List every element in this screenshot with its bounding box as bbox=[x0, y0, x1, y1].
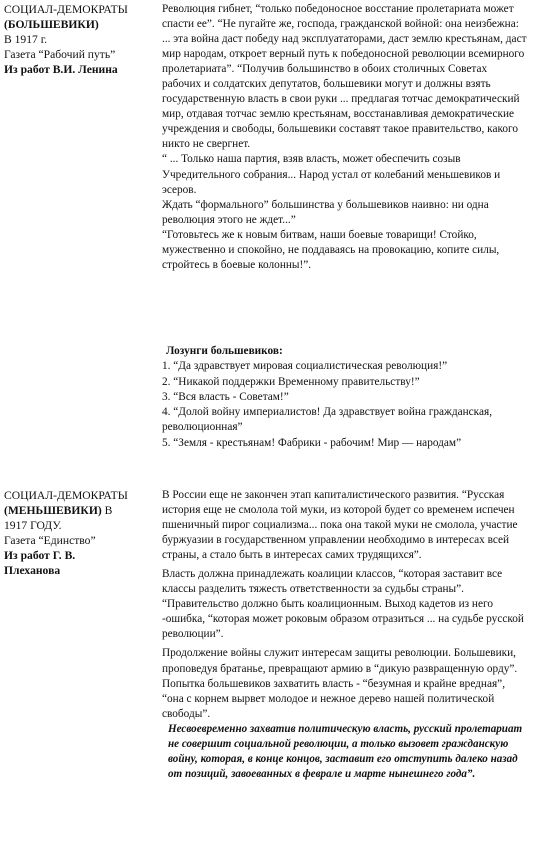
bolshevik-slogans bbox=[162, 344, 528, 451]
party-name-line: СОЦИАЛ-ДЕМОКРАТЫ bbox=[4, 3, 128, 16]
party-faction-line: (БОЛЬШЕВИКИ) bbox=[4, 18, 99, 31]
slogans-list bbox=[162, 359, 528, 451]
quote-paragraph: “Готовьтесь же к новым битвам, наши боевые товарищи! Стойко, мужественно и спокойно, не поддаваясь на провокацию, копите силы, стройтесь в боевые колонны!”. bbox=[162, 228, 500, 271]
party-newspaper-line: Газета “Единство” bbox=[4, 534, 96, 547]
mensheviks-party-heading bbox=[4, 488, 156, 578]
party-source-author: Плеханова bbox=[4, 564, 61, 577]
party-faction-line: (МЕНЬШЕВИКИ) В bbox=[4, 504, 113, 517]
quote-paragraph: Революция гибнет, “только победоносное восстание пролетариата может спасти ее”. “Не пугайте же, господа, гражданской войной: она неизбежна: ... эта война даст победу над эксплуататорами, даст землю крестьянам, даст мир народам, откроет верный путь к победоносной революции всемирного пролетариата”. “Получив большинство в обоих столичных Советах рабочих и солдатских депутатов, большевики могут и должны взять государственную власть в свои руки ... предлагая тотчас демократический мир, отдавая тотчас землю крестьянам, восстанавливая демократические учреждения и свободы, большевики составят такое правительство, какого никто не свергнет. bbox=[162, 3, 527, 151]
slogan-item: 5. “Земля - крестьянам! Фабрики - рабочим! Мир — народам” bbox=[162, 436, 462, 449]
slogan-item: 2. “Никакой поддержки Временному правительству!” bbox=[162, 375, 420, 388]
mensheviks-quotes bbox=[162, 488, 528, 787]
quote-paragraph: Ждать “формального” большинства у большевиков наивно: ни одна революция этого не ждет...” bbox=[162, 198, 489, 226]
slogans-title: Лозунги большевиков: bbox=[166, 345, 283, 357]
quote-paragraph: Власть должна принадлежать коалиции классов, “которая заставит все классы разделить тяжесть ответственности за судьбы страны”. “Правительство должно быть коалиционным. Выход кадетов из него -ошибка, “которая может роковым образом отразиться ... на судьбе русской революции”. bbox=[162, 568, 524, 641]
emphasized-quote: Несвоевременно захватив политическую власть, русский пролетариат не совершит социальной революции, а только вызовет гражданскую войну, которая, в конце концов, заставит его отступить далеко назад от позиций, завоеванных в феврале и марте нынешнего года”. bbox=[168, 722, 523, 781]
quote-paragraph: В России еще не закончен этап капиталистического развития. “Русская история еще не смолола той муки, из которой будет со временем испечен пшеничный пирог социализма... пока она такой муки не смолола, участие буржуазии в государственном управлении необходимо в интересах всей страны, а стало быть в интересах самих трудящихся”. bbox=[162, 489, 518, 562]
quote-paragraph: Попытка большевиков захватить власть - “безумная и крайне вредная”, “она с корнем вырвет молодое и нежное дерево нашей политической свободы”. bbox=[162, 677, 506, 720]
party-year-line: 1917 ГОДУ. bbox=[4, 519, 62, 532]
party-year-line: В 1917 г. bbox=[4, 33, 48, 46]
quote-paragraph: “ ... Только наша партия, взяв власть, может обеспечить созыв Учредительного собрания... Народ устал от колебаний меньшевиков и эсеров. bbox=[162, 153, 501, 196]
party-source-line: Из работ В.И. Ленина bbox=[4, 63, 118, 76]
slogan-item: 3. “Вся власть - Советам!” bbox=[162, 390, 289, 403]
bolsheviks-party-heading bbox=[4, 2, 156, 77]
bolsheviks-quotes bbox=[162, 2, 528, 273]
slogan-item: 4. “Долой войну империалистов! Да здравствует война гражданская, революционная” bbox=[162, 406, 493, 434]
party-name-line: СОЦИАЛ-ДЕМОКРАТЫ bbox=[4, 489, 128, 502]
quote-paragraph: Продолжение войны служит интересам защиты революции. Большевики, проповедуя братанье, превращают армию в “дикую развращенную орду”. bbox=[162, 647, 518, 675]
party-source-line: Из работ Г. В. bbox=[4, 549, 76, 562]
slogan-item: 1. “Да здравствует мировая социалистическая революция!” bbox=[162, 360, 448, 373]
party-newspaper-line: Газета “Рабочий путь” bbox=[4, 48, 116, 61]
party-faction-name: (МЕНЬШЕВИКИ) bbox=[4, 504, 102, 517]
